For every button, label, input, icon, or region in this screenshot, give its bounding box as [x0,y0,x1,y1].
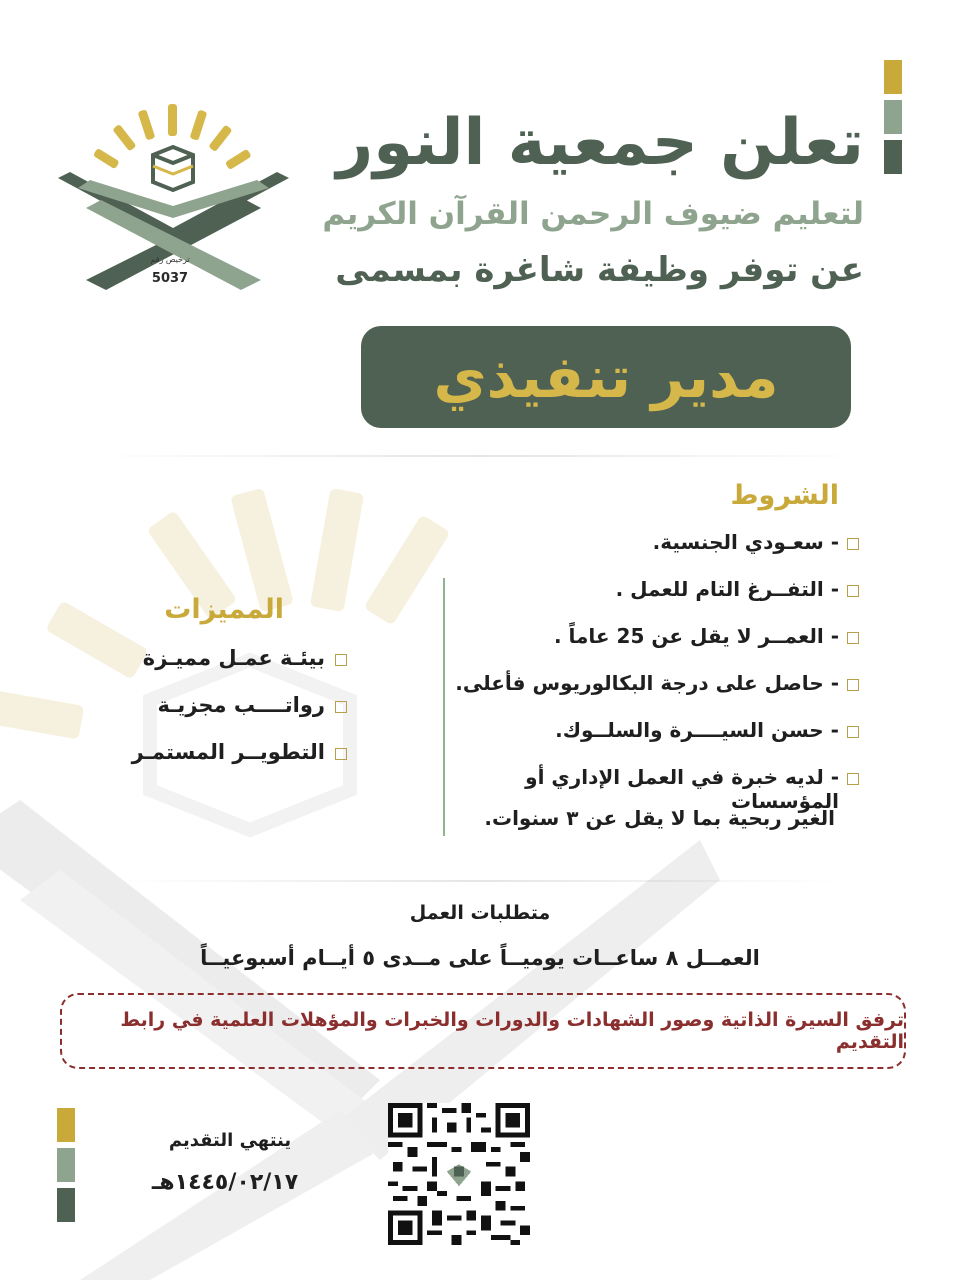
list-item [107,740,347,787]
condition-text: - التفــرغ التام للعمل . [615,577,839,601]
list-item [439,530,859,577]
section-divider-shadow [90,455,870,457]
organization-logo-icon [56,100,291,300]
features-list [107,646,347,787]
list-item [107,693,347,740]
condition-text: - حاصل على درجة البكالوريوس فأعلى. [455,671,839,695]
checkbox-bullet-icon [847,538,859,550]
list-item [439,718,859,765]
feature-text: التطويــر المستمـر [131,740,325,764]
requirements-text: العمــل ٨ ساعــات يوميــاً على مــدى ٥ أيــام أسبوعيــاً [200,946,760,970]
deadline-label: ينتهي التقديم [168,1130,292,1151]
qr-code-icon[interactable] [388,1103,530,1245]
checkbox-bullet-icon [335,654,347,666]
list-item [439,624,859,671]
corner-bar-dark [884,140,902,174]
condition-continuation: الغير ربحية بما لا يقل عن ٣ سنوات. [484,806,835,830]
requirements-heading: متطلبات العمل [409,902,551,924]
checkbox-bullet-icon [847,773,859,785]
features-heading: المميزات [164,594,284,625]
feature-text: رواتــــب مجزيـة [157,693,325,717]
column-divider [443,578,445,836]
vacancy-subtitle: عن توفر وظيفة شاغرة بمسمى [335,250,864,290]
corner-bar-sage [884,100,902,134]
checkbox-bullet-icon [335,701,347,713]
conditions-list [439,530,859,830]
announcement-subtitle: لتعليم ضيوف الرحمن القرآن الكريم [322,196,864,232]
section-divider-shadow [120,880,840,882]
license-number: 5037 [151,271,189,286]
attachments-text: ترفق السيرة الذاتية وصور الشهادات والدورات والخبرات والمؤهلات العلمية في رابط التقديم [120,1009,904,1053]
checkbox-bullet-icon [847,632,859,644]
list-item [107,646,347,693]
attachments-notice [60,993,906,1069]
announcement-title: تعلن جمعية النور [336,106,864,180]
list-item [439,671,859,718]
corner-bar-gold [884,60,902,94]
deadline-date: ١٤٤٥/٠٢/١٧هـ [151,1170,299,1195]
checkbox-bullet-icon [847,726,859,738]
list-item [439,765,859,812]
conditions-heading: الشروط [730,480,839,511]
list-item [439,577,859,624]
checkbox-bullet-icon [335,748,347,760]
condition-text: - لديه خبرة في العمل الإداري أو المؤسسات [525,765,839,813]
checkbox-bullet-icon [847,679,859,691]
feature-text: بيئـة عمـل مميـزة [142,646,325,670]
corner-bar-sage [57,1148,75,1182]
license-label: ترخيص رقم [150,255,190,264]
condition-text: - العمــر لا يقل عن 25 عاماً . [553,624,839,648]
condition-text: - حسن السيــــرة والسلــوك. [555,718,839,742]
job-title-banner [361,326,851,428]
condition-text: - سعـودي الجنسية. [652,530,839,554]
job-title: مدير تنفيذي [433,343,779,411]
corner-bar-gold [57,1108,75,1142]
corner-bar-dark [57,1188,75,1222]
checkbox-bullet-icon [847,585,859,597]
